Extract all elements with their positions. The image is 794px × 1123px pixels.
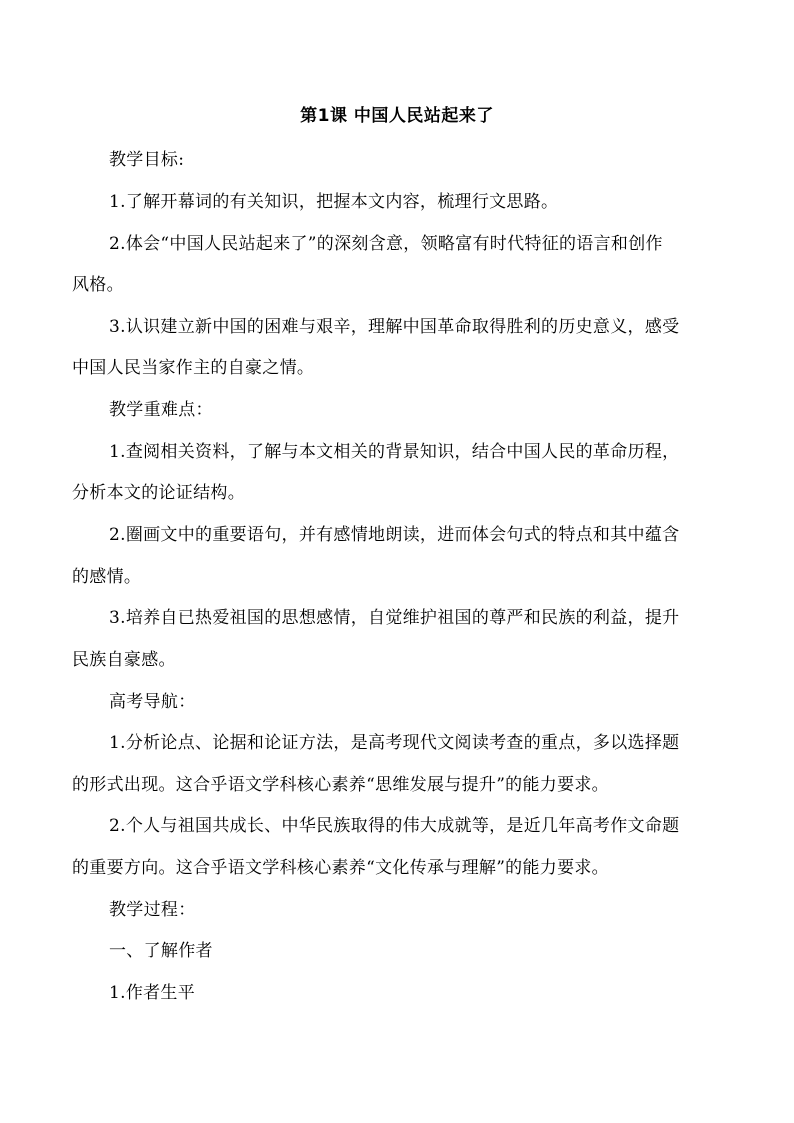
key-point-2-line-2: 的感情。 xyxy=(72,567,142,587)
objective-3-line-2: 中国人民当家作主的自豪之情。 xyxy=(72,358,315,378)
exam-guide-2-line-2: 的重要方向。这合乎语文学科核心素养“文化传承与理解”的能力要求。 xyxy=(72,858,609,878)
key-point-3-line-1: 3.培养自已热爱祖国的思想感情，自觉维护祖国的尊严和民族的利益，提升 xyxy=(109,608,680,628)
key-point-1-line-1: 1.查阅相关资料，了解与本文相关的背景知识，结合中国人民的革命历程， xyxy=(109,442,680,462)
exam-guide-1-line-1: 1.分析论点、论据和论证方法，是高考现代文阅读考查的重点，多以选择题 xyxy=(109,733,680,753)
key-points-heading: 教学重难点： xyxy=(109,400,213,420)
key-point-2-line-1: 2.圈画文中的重要语句，并有感情地朗读，进而体会句式的特点和其中蕴含 xyxy=(109,525,680,545)
key-point-1-line-2: 分析本文的论证结构。 xyxy=(72,483,245,503)
lesson-title: 第1课 中国人民站起来了 xyxy=(300,106,494,126)
key-point-3-line-2: 民族自豪感。 xyxy=(72,650,176,670)
objectives-heading: 教学目标: xyxy=(109,150,185,170)
exam-guide-1-line-2: 的形式出现。这合乎语文学科核心素养“思维发展与提升”的能力要求。 xyxy=(72,775,609,795)
objective-3-line-1: 3.认识建立新中国的困难与艰辛，理解中国革命取得胜利的历史意义，感受 xyxy=(109,317,680,337)
exam-guide-2-line-1: 2.个人与祖国共成长、中华民族取得的伟大成就等，是近几年高考作文命题 xyxy=(109,816,680,836)
objective-2-line-2: 风格。 xyxy=(72,275,124,295)
objective-2-line-1: 2.体会“中国人民站起来了”的深刻含意，领略富有时代特征的语言和创作 xyxy=(109,234,663,254)
process-heading: 教学过程： xyxy=(109,900,196,920)
objective-1: 1.了解开幕词的有关知识，把握本文内容，梳理行文思路。 xyxy=(109,192,559,212)
process-item-1: 1.作者生平 xyxy=(109,983,196,1003)
exam-guide-heading: 高考导航： xyxy=(109,692,196,712)
process-part-1: 一、了解作者 xyxy=(109,941,213,961)
